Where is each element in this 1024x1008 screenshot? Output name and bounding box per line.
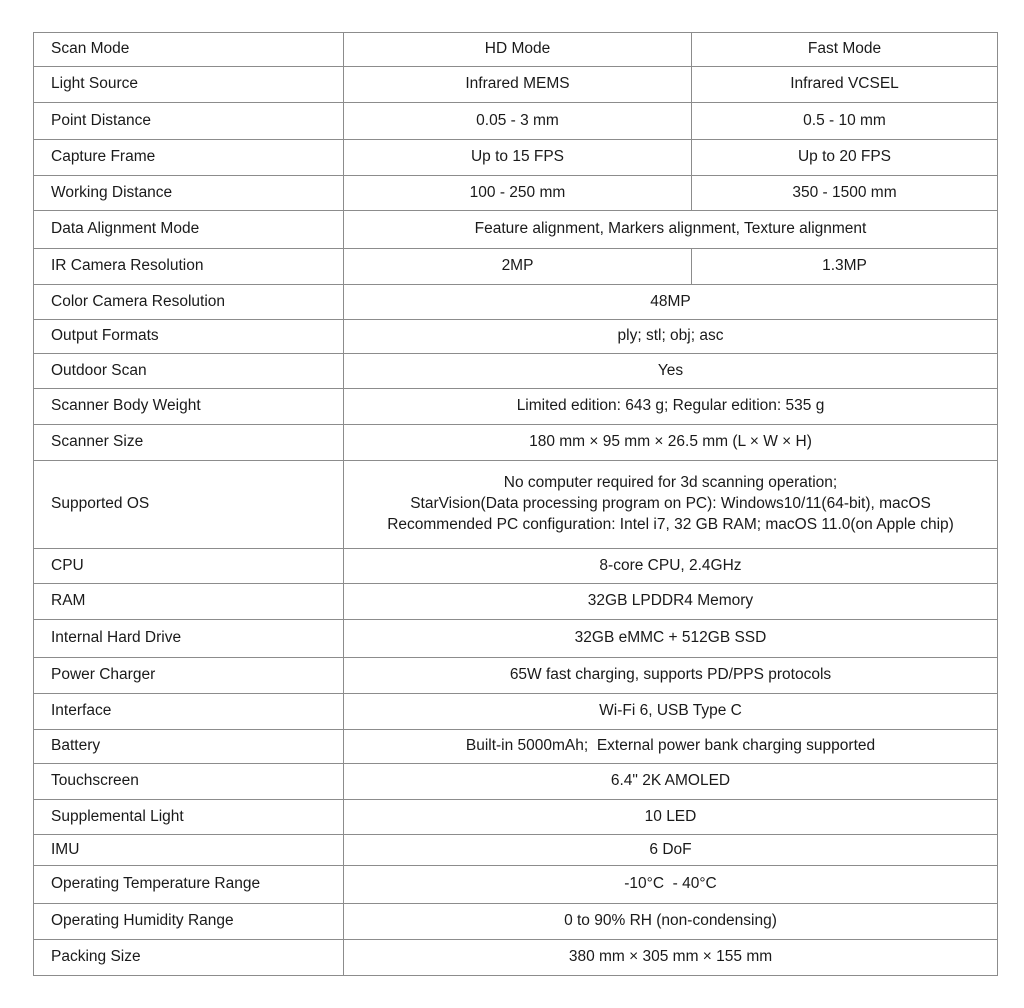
row-scanner-body-weight — [34, 389, 998, 425]
capture-frame-hd: Up to 15 FPS — [344, 140, 692, 176]
ir-camera-resolution-hd: 2MP — [344, 249, 692, 285]
imu-value: 6 DoF — [344, 835, 998, 866]
row-imu — [34, 835, 998, 866]
interface-label: Interface — [34, 694, 344, 730]
scanner-size-label: Scanner Size — [34, 425, 344, 461]
working-distance-hd: 100 - 250 mm — [344, 176, 692, 211]
fast-mode-header: Fast Mode — [692, 33, 998, 67]
battery-label: Battery — [34, 730, 344, 764]
imu-label: IMU — [34, 835, 344, 866]
capture-frame-label: Capture Frame — [34, 140, 344, 176]
ir-camera-resolution-fast: 1.3MP — [692, 249, 998, 285]
supported-os-line-1: No computer required for 3d scanning operation; — [503, 474, 838, 492]
row-working-distance — [34, 176, 998, 211]
point-distance-hd: 0.05 - 3 mm — [344, 103, 692, 140]
row-touchscreen — [34, 764, 998, 800]
row-data-alignment-mode — [34, 211, 998, 249]
light-source-label: Light Source — [34, 67, 344, 103]
row-output-formats — [34, 320, 998, 354]
data-alignment-mode-value: Feature alignment, Markers alignment, Texture alignment — [344, 211, 998, 249]
row-outdoor-scan — [34, 354, 998, 389]
touchscreen-label: Touchscreen — [34, 764, 344, 800]
row-color-camera-resolution — [34, 285, 998, 320]
capture-frame-fast: Up to 20 FPS — [692, 140, 998, 176]
internal-hard-drive-label: Internal Hard Drive — [34, 620, 344, 658]
output-formats-value: ply; stl; obj; asc — [344, 320, 998, 354]
row-ir-camera-resolution — [34, 249, 998, 285]
row-capture-frame — [34, 140, 998, 176]
supported-os-line-2: StarVision(Data processing program on PC): Windows10/11(64-bit), macOS — [410, 495, 931, 513]
hd-mode-header: HD Mode — [344, 33, 692, 67]
spec-table — [33, 32, 998, 976]
supported-os-value — [344, 461, 998, 549]
row-operating-temperature-range — [34, 866, 998, 904]
supplemental-light-value: 10 LED — [344, 800, 998, 835]
packing-size-label: Packing Size — [34, 940, 344, 976]
cpu-value: 8-core CPU, 2.4GHz — [344, 549, 998, 584]
supported-os-line-3: Recommended PC configuration: Intel i7, 32 GB RAM; macOS 11.0(on Apple chip) — [387, 515, 954, 533]
working-distance-fast: 350 - 1500 mm — [692, 176, 998, 211]
light-source-fast: Infrared VCSEL — [692, 67, 998, 103]
light-source-hd: Infrared MEMS — [344, 67, 692, 103]
supported-os-label: Supported OS — [34, 461, 344, 549]
row-scanner-size — [34, 425, 998, 461]
row-internal-hard-drive — [34, 620, 998, 658]
supplemental-light-label: Supplemental Light — [34, 800, 344, 835]
operating-temperature-range-label: Operating Temperature Range — [34, 866, 344, 904]
scanner-body-weight-value: Limited edition: 643 g; Regular edition: 535 g — [344, 389, 998, 425]
touchscreen-value: 6.4" 2K AMOLED — [344, 764, 998, 800]
interface-value: Wi-Fi 6, USB Type C — [344, 694, 998, 730]
operating-temperature-range-value: -10°C - 40°C — [344, 866, 998, 904]
row-scan-mode — [34, 33, 998, 67]
ram-label: RAM — [34, 584, 344, 620]
working-distance-label: Working Distance — [34, 176, 344, 211]
internal-hard-drive-value: 32GB eMMC + 512GB SSD — [344, 620, 998, 658]
row-packing-size — [34, 940, 998, 976]
color-camera-resolution-label: Color Camera Resolution — [34, 285, 344, 320]
row-operating-humidity-range — [34, 904, 998, 940]
operating-humidity-range-label: Operating Humidity Range — [34, 904, 344, 940]
row-cpu — [34, 549, 998, 584]
power-charger-value: 65W fast charging, supports PD/PPS protocols — [344, 658, 998, 694]
row-light-source — [34, 67, 998, 103]
ram-value: 32GB LPDDR4 Memory — [344, 584, 998, 620]
row-point-distance — [34, 103, 998, 140]
outdoor-scan-label: Outdoor Scan — [34, 354, 344, 389]
point-distance-label: Point Distance — [34, 103, 344, 140]
operating-humidity-range-value: 0 to 90% RH (non-condensing) — [344, 904, 998, 940]
packing-size-value: 380 mm × 305 mm × 155 mm — [344, 940, 998, 976]
cpu-label: CPU — [34, 549, 344, 584]
row-supplemental-light — [34, 800, 998, 835]
row-interface — [34, 694, 998, 730]
data-alignment-mode-label: Data Alignment Mode — [34, 211, 344, 249]
output-formats-label: Output Formats — [34, 320, 344, 354]
power-charger-label: Power Charger — [34, 658, 344, 694]
ir-camera-resolution-label: IR Camera Resolution — [34, 249, 344, 285]
scan-mode-label: Scan Mode — [34, 33, 344, 67]
scanner-size-value: 180 mm × 95 mm × 26.5 mm (L × W × H) — [344, 425, 998, 461]
row-power-charger — [34, 658, 998, 694]
row-supported-os — [34, 461, 998, 549]
row-ram — [34, 584, 998, 620]
battery-value: Built-in 5000mAh; External power bank charging supported — [344, 730, 998, 764]
row-battery — [34, 730, 998, 764]
scanner-body-weight-label: Scanner Body Weight — [34, 389, 344, 425]
outdoor-scan-value: Yes — [344, 354, 998, 389]
color-camera-resolution-value: 48MP — [344, 285, 998, 320]
point-distance-fast: 0.5 - 10 mm — [692, 103, 998, 140]
